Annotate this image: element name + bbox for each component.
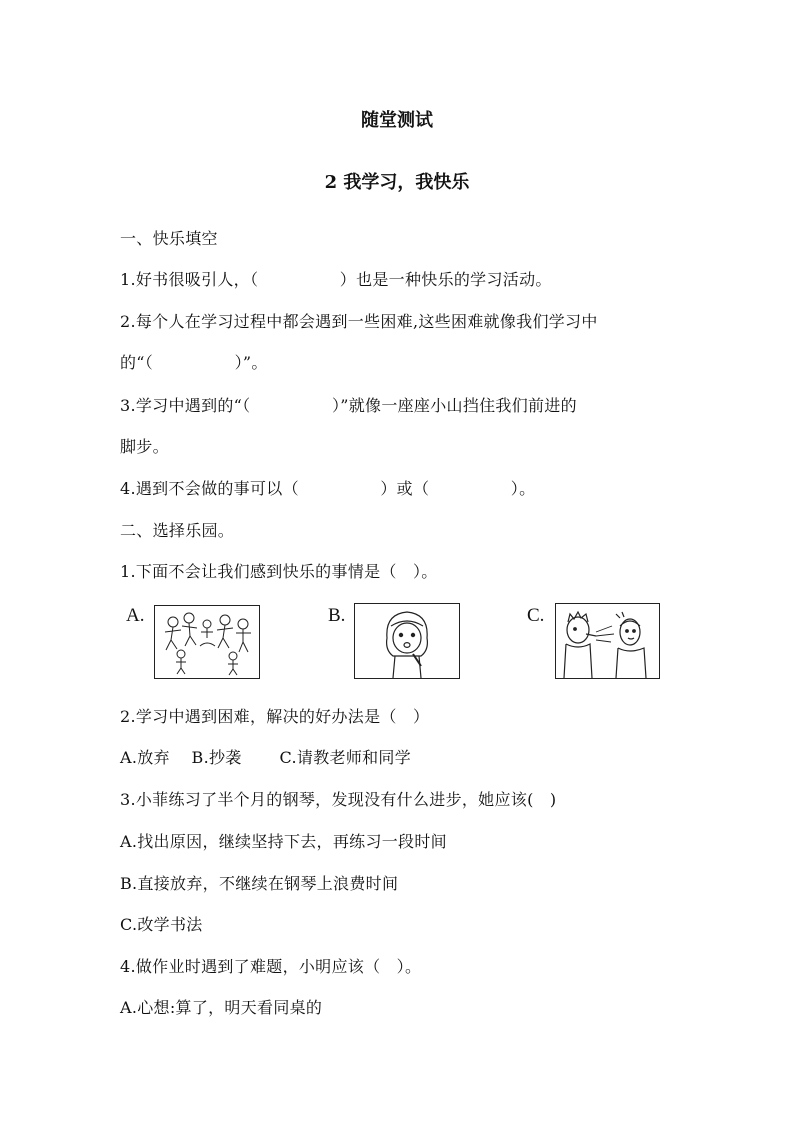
fill-question-1: 1.好书很吸引人，（ ）也是一种快乐的学习活动。 bbox=[120, 270, 552, 289]
fill-question-2-line1: 2.每个人在学习过程中都会遇到一些困难,这些困难就像我们学习中 bbox=[120, 312, 598, 331]
page-title: 随堂测试 bbox=[361, 110, 433, 131]
lesson-title: 2 我学习，我快乐 bbox=[324, 172, 470, 193]
children-playing-illustration bbox=[155, 606, 259, 678]
choice-question-3: 3.小菲练习了半个月的钢琴，发现没有什么进步，她应该( ) bbox=[120, 790, 557, 809]
fill-question-2-line2: 的“（ ）”。 bbox=[120, 353, 268, 372]
choice-question-4: 4.做作业时遇到了难题，小明应该（ ）。 bbox=[120, 957, 422, 976]
option-b-label: B. bbox=[328, 605, 346, 626]
option-a-picture bbox=[154, 605, 260, 679]
option-c-label: C. bbox=[527, 605, 545, 626]
fill-question-3-line2: 脚步。 bbox=[120, 437, 169, 456]
fill-question-4: 4.遇到不会做的事可以（ ）或（ ）。 bbox=[120, 479, 536, 498]
choice-question-3-option-b: B.直接放弃，不继续在钢琴上浪费时间 bbox=[120, 874, 399, 893]
fill-question-3-line1: 3.学习中遇到的“（ ）”就像一座座小山挡住我们前进的 bbox=[120, 396, 577, 415]
girl-singing-illustration bbox=[355, 604, 459, 678]
choice-question-1: 1.下面不会让我们感到快乐的事情是（ ）。 bbox=[120, 562, 438, 581]
choice-question-4-option-a: A.心想:算了，明天看同桌的 bbox=[120, 998, 323, 1017]
option-b-picture bbox=[354, 603, 460, 679]
boys-arguing-illustration bbox=[556, 604, 659, 678]
choice-question-2: 2.学习中遇到困难，解决的好办法是（ ） bbox=[120, 707, 430, 726]
section1-heading: 一、快乐填空 bbox=[120, 229, 218, 248]
choice-question-3-option-a: A.找出原因，继续坚持下去，再练习一段时间 bbox=[120, 832, 447, 851]
section2-heading: 二、选择乐园。 bbox=[120, 521, 235, 540]
choice-question-2-options: A.放弃 B.抄袭 C.请教老师和同学 bbox=[120, 748, 412, 767]
choice-question-3-option-c: C.改学书法 bbox=[120, 915, 203, 934]
option-a-label: A. bbox=[126, 605, 145, 626]
option-c-picture bbox=[555, 603, 660, 679]
